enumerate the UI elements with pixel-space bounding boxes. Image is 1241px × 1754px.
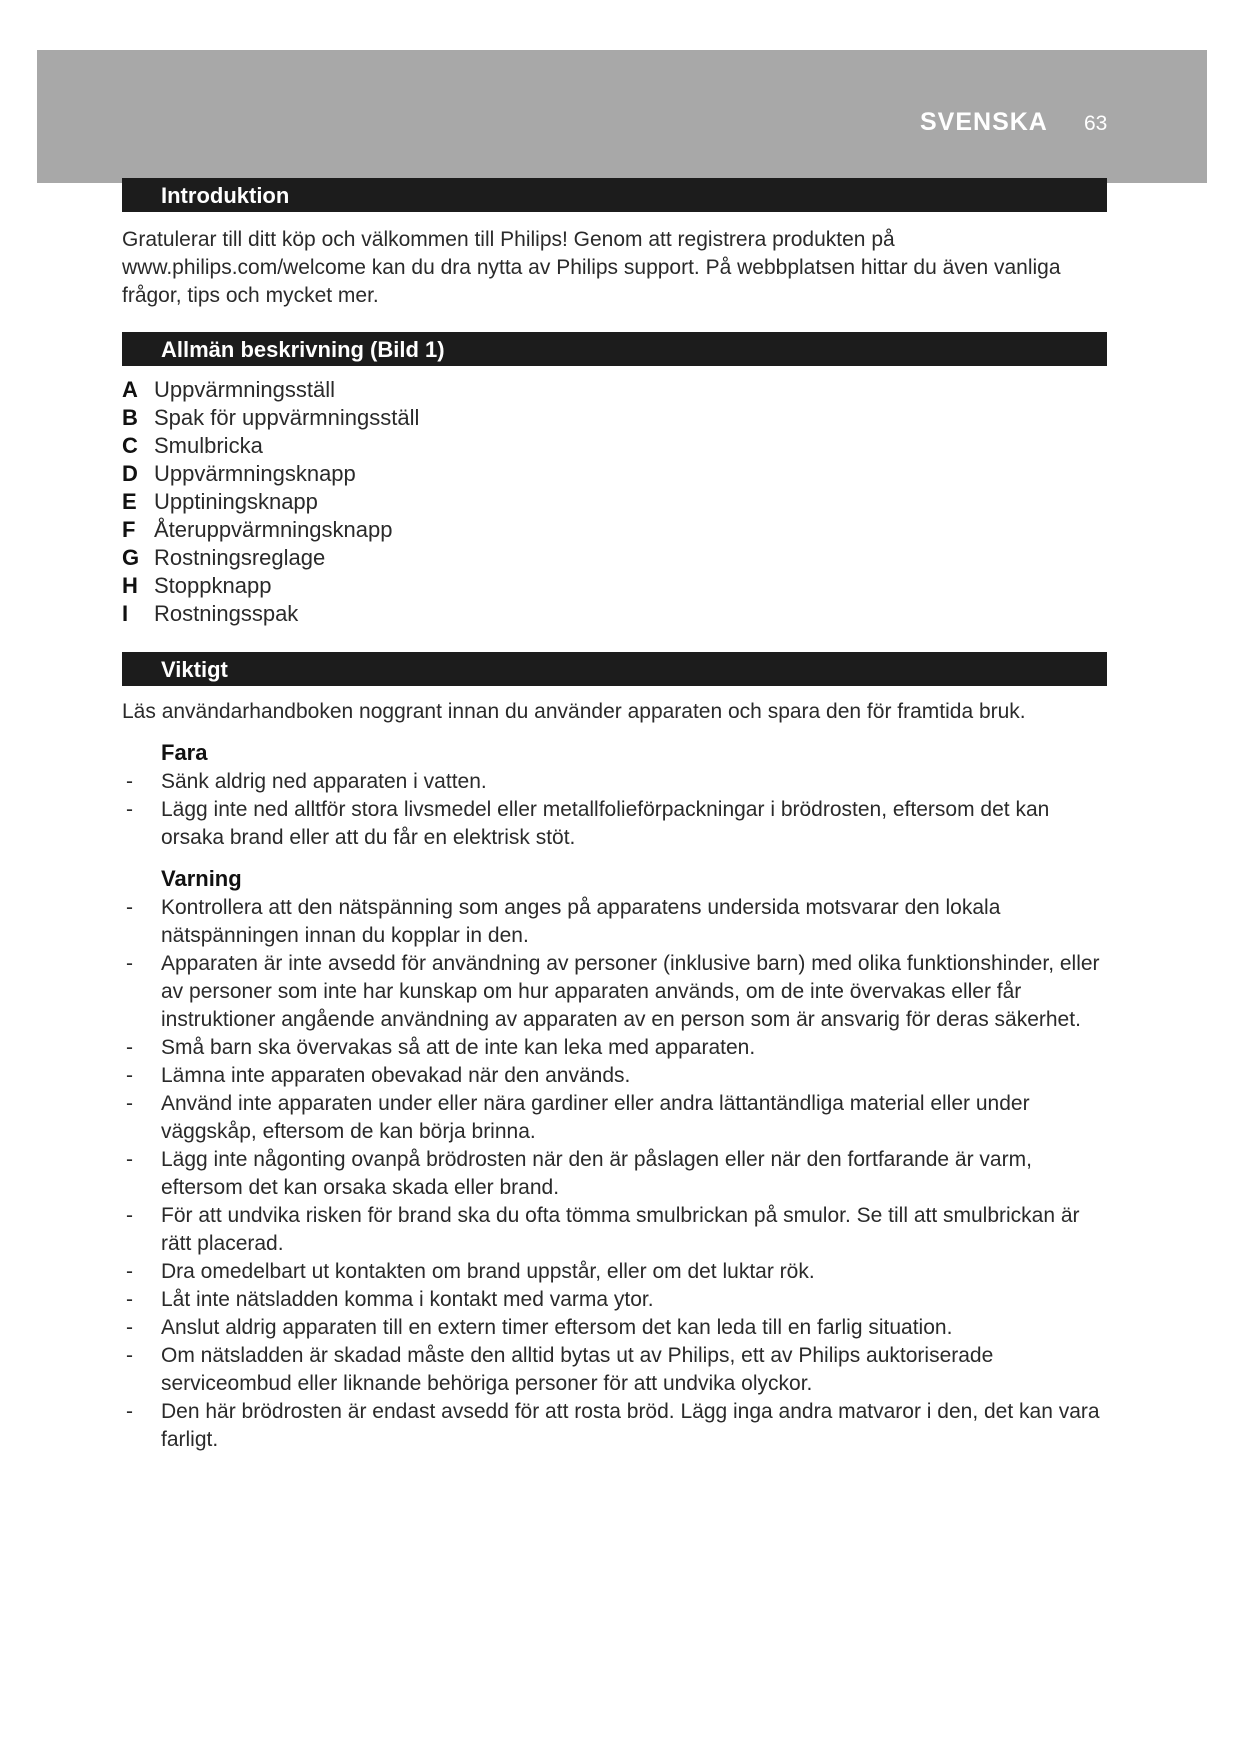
- list-item: [122, 572, 419, 600]
- list-item: - Låt inte nätsladden komma i kontakt med varma ytor.: [126, 1288, 654, 1311]
- item-letter: I: [122, 601, 129, 626]
- list-item: - Den här brödrosten är endast avsedd för att rosta bröd. Lägg inga andra matvaror i den, det kan vara farligt.: [126, 1400, 1100, 1451]
- important-intro: Läs användarhandboken noggrant innan du använder apparaten och spara den för framtida bruk.: [122, 700, 1026, 723]
- item-letter: D: [122, 461, 138, 486]
- item-label: Uppvärmningsknapp: [154, 461, 356, 486]
- item-letter: G: [122, 545, 140, 570]
- list-item: - Lägg inte ned alltför stora livsmedel eller metallfolieförpackningar i brödrosten, eftersom det kan orsaka brand eller att du får en elektrisk stöt.: [126, 798, 1050, 849]
- list-item: [122, 404, 419, 432]
- item-letter: B: [122, 405, 138, 430]
- section-heading-important: Viktigt: [122, 652, 1107, 686]
- item-label: Rostningsspak: [154, 601, 299, 626]
- item-letter: A: [122, 377, 138, 402]
- item-label: Rostningsreglage: [154, 545, 326, 570]
- list-item: - Kontrollera att den nätspänning som anges på apparatens undersida motsvarar den lokala nätspänningen innan du kopplar in den.: [126, 896, 1001, 947]
- item-label: Stoppknapp: [154, 573, 272, 598]
- intro-paragraph: Gratulerar till ditt köp och välkommen till Philips! Genom att registrera produkten på www.philips.com/welcome kan du dra nytta av Philips support. På webbplatsen hittar du även vanliga frågor, tips och mycket mer.: [122, 228, 1061, 307]
- list-item: [122, 488, 419, 516]
- list-item: - För att undvika risken för brand ska du ofta tömma smulbrickan på smulor. Se till att smulbrickan är rätt placerad.: [126, 1204, 1080, 1255]
- item-label: Spak för uppvärmningsställ: [154, 405, 420, 430]
- description-list: [122, 376, 419, 628]
- list-item: - Apparaten är inte avsedd för användning av personer (inklusive barn) med olika funktionshinder, eller av personer som inte har kunskap om hur apparaten används, om de inte övervakas eller får instruktioner angående användning av apparaten av en person som är ansvarig för deras säkerhet.: [126, 952, 1100, 1031]
- item-label: Smulbricka: [154, 433, 263, 458]
- list-item: - Lämna inte apparaten obevakad när den används.: [126, 1064, 631, 1087]
- list-item: - Lägg inte någonting ovanpå brödrosten när den är påslagen eller när den fortfarande är varm, eftersom det kan orsaka skada eller brand.: [126, 1148, 1032, 1199]
- list-item: - Använd inte apparaten under eller nära gardiner eller andra lättantändliga material eller under väggskåp, eftersom de kan börja brinna.: [126, 1092, 1030, 1143]
- list-item: - Om nätsladden är skadad måste den alltid bytas ut av Philips, ett av Philips auktoriserade serviceombud eller liknande behöriga personer för att undvika olyckor.: [126, 1344, 994, 1395]
- list-item: - Anslut aldrig apparaten till en extern timer eftersom det kan leda till en farlig situation.: [126, 1316, 953, 1339]
- list-item: - Dra omedelbart ut kontakten om brand uppstår, eller om det luktar rök.: [126, 1260, 815, 1283]
- item-label: Upptiningsknapp: [154, 489, 318, 514]
- list-item: [122, 460, 419, 488]
- item-label: Uppvärmningsställ: [154, 377, 335, 402]
- page-number: 63: [1084, 112, 1108, 135]
- section-heading-description: Allmän beskrivning (Bild 1): [122, 332, 1107, 366]
- item-label: Återuppvärmningsknapp: [154, 517, 393, 542]
- section-heading-intro: Introduktion: [122, 178, 1107, 212]
- item-letter: E: [122, 489, 137, 514]
- warning-heading: Varning: [161, 866, 242, 891]
- item-letter: C: [122, 433, 138, 458]
- list-item: [122, 376, 419, 404]
- list-item: [122, 516, 419, 544]
- list-item: - Små barn ska övervakas så att de inte kan leka med apparaten.: [126, 1036, 756, 1059]
- list-item: - Sänk aldrig ned apparaten i vatten.: [126, 770, 487, 793]
- danger-list: [122, 768, 1112, 852]
- list-item: [122, 544, 419, 572]
- item-letter: F: [122, 517, 136, 542]
- language-label: SVENSKA: [920, 108, 1048, 136]
- item-letter: H: [122, 573, 138, 598]
- list-item: [122, 600, 419, 628]
- danger-heading: Fara: [161, 740, 208, 765]
- list-item: [122, 432, 419, 460]
- warning-list: [122, 894, 1112, 1454]
